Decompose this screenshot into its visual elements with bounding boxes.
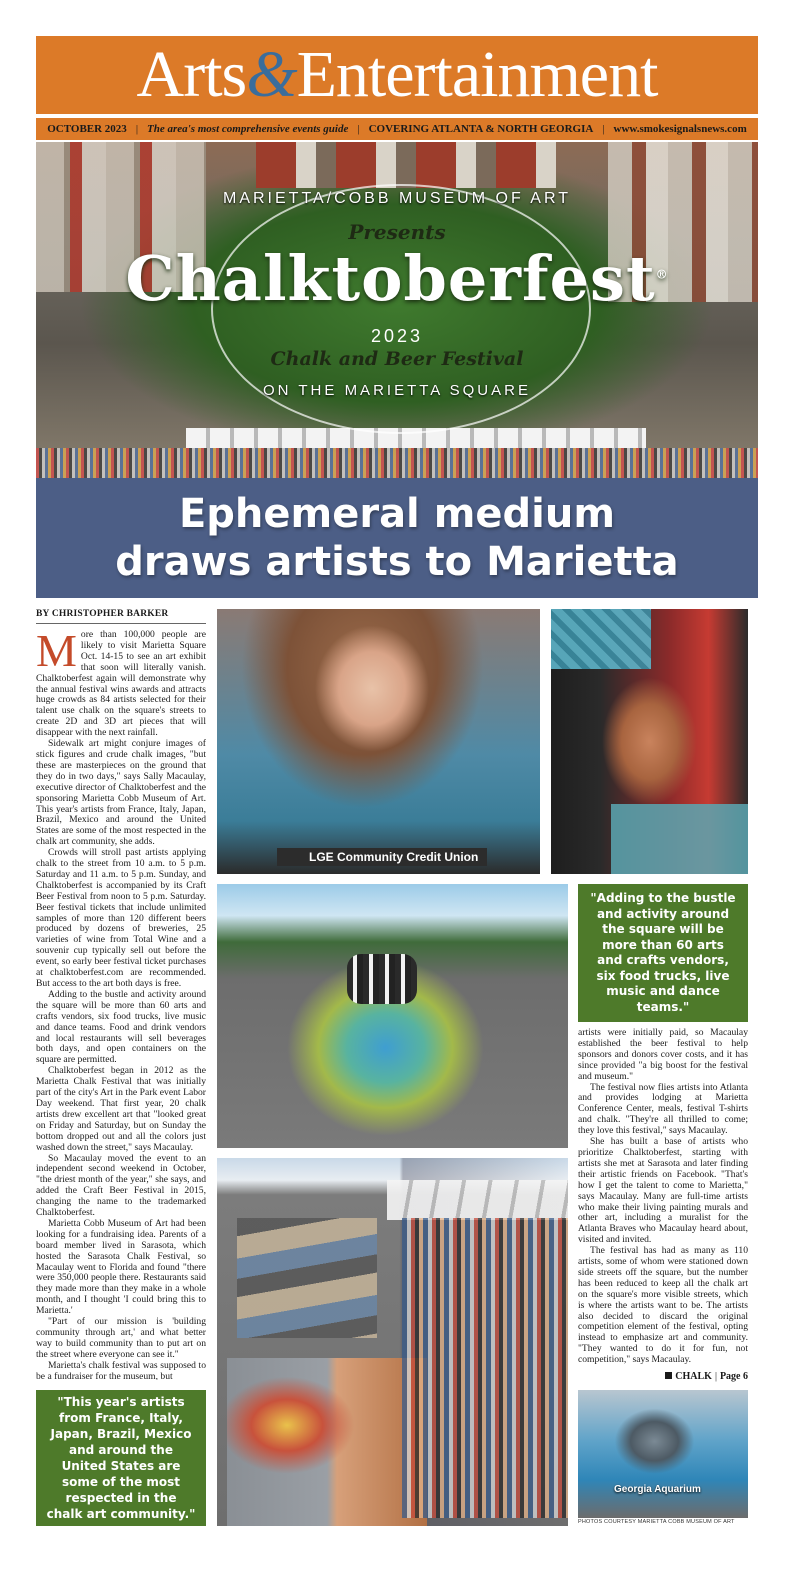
- buildings-top: [256, 142, 556, 188]
- website-link[interactable]: www.smokesignalsnews.com: [613, 123, 747, 135]
- photo-chalk-woman-portrait: [551, 609, 748, 874]
- article-paragraph: More than 100,000 people are likely to visit Marietta Square Oct. 14-15 to see an art exhibit that soon will literally vanish. Chalktoberfest again will demonstrate why the annual festival wins awards and attracts huge crowds as 84 artists selected for their talent use chalk on the square's streets to create 2D and 3D art pieces that will disappear with the next rainfall.: [36, 630, 206, 739]
- square-bullet-icon: [665, 1372, 672, 1379]
- chalk-artist-figure: [611, 804, 748, 874]
- coverage-area: COVERING ATLANTA & NORTH GEORGIA: [368, 123, 594, 135]
- separator: |: [602, 123, 605, 135]
- photo-sign: Georgia Aquarium: [614, 1484, 701, 1495]
- masthead-info-bar: [36, 116, 758, 140]
- title-ampersand: &: [246, 38, 297, 111]
- byline: BY CHRISTOPHER BARKER: [36, 609, 206, 624]
- jump-label: CHALK: [675, 1371, 712, 1382]
- article-paragraph: "Part of our mission is 'building community through art,' and what better way to build community than to put art on the street where everyone can see it.": [36, 1316, 206, 1360]
- article-paragraph: The festival now flies artists into Atlanta and provides lodging at Marietta Conference Center, meals, festival T-shirts and chalk. "They're all thrilled to come; they love this festival," says Macaulay.: [578, 1081, 748, 1137]
- crowd: [402, 1218, 568, 1518]
- article-column-right: [578, 1028, 748, 1368]
- children-on-turtle: [347, 954, 417, 1004]
- festival-name-text: Chalktoberfest: [125, 242, 656, 315]
- masthead-title: [36, 36, 758, 114]
- street-chalk-art: [237, 1218, 377, 1338]
- separator: |: [714, 1371, 717, 1382]
- issue-date: OCTOBER 2023: [47, 123, 127, 135]
- article-paragraph: Adding to the bustle and activity around the square will be more than 60 arts and crafts vendors, six food trucks, live music and dance teams. Food and drink vendors and local restaurants will sell beverages both days, and open containers on the square are permitted.: [36, 988, 206, 1066]
- pull-quote-left: [36, 1390, 206, 1526]
- pull-quote-text: "This year's artists from France, Italy, Japan, Brazil, Mexico and around the United States are some of the most respected in the chalk art community.": [46, 1395, 196, 1521]
- vendor-tents: [387, 1180, 568, 1220]
- pull-quote-right: [578, 884, 748, 1022]
- article-column-left: [36, 630, 206, 1380]
- photo-credit: PHOTOS COURTESY MARIETTA COBB MUSEUM OF ART: [578, 1519, 735, 1525]
- article-paragraph: So Macaulay moved the event to an independent second weekend in October, "the driest month of the year," she says, and added the Craft Beer Festival in 2015, changing the name to the trademarked Chalktoberfest.: [36, 1152, 206, 1219]
- separator: |: [357, 123, 360, 135]
- jump-page: Page 6: [719, 1371, 748, 1382]
- logo-subtitle: Chalk and Beer Festival: [270, 348, 524, 370]
- headline-banner: [36, 478, 758, 598]
- registered-mark: ®: [655, 267, 669, 282]
- article-paragraph: Marietta's chalk festival was supposed to be a fundraiser for the museum, but: [36, 1359, 206, 1380]
- article-paragraph: She has built a base of artists who prioritize Chalktoberfest, starting with artists she met at Sarasota and later finding their artistic friends on Facebook. "That's how I get the talent to come to Marietta," says Macaulay. Many are full-time artists who make their living painting murals and other art, including a muralist for the Atlanta Braves who Macaulay heard about, visited and invited.: [578, 1136, 748, 1246]
- continued-jump-line[interactable]: [578, 1371, 748, 1382]
- logo-presents: Presents: [348, 220, 446, 244]
- chalk-pattern: [551, 609, 651, 669]
- photo-crowd-street: [217, 1158, 568, 1526]
- photo-3d-sea-turtle: [217, 884, 568, 1148]
- separator: |: [135, 123, 139, 135]
- title-entertainment: Entertainment: [296, 38, 658, 111]
- headline-line-1: Ephemeral medium: [178, 491, 616, 537]
- article-paragraph: Crowds will stroll past artists applying chalk to the street from 10 a.m. to 5 p.m. Saturday and 11 a.m. to 5 p.m. Sunday, and Chalktoberfest is accompanied by its Craft Beer Festival from noon to 5 p.m. Saturday. Beer festival tickets that include unlimited samples of more than 120 different beers produced by dozens of breweries, 25 varieties of wine from Total Wine and a souvenir cup typically sell out before the event, so early beer festival ticket purchases at chalktoberfest.com are recommended. But access to the art both days is free.: [36, 847, 206, 989]
- photo-chalk-girl-portrait: [217, 609, 540, 874]
- photo-chalk-seal: [578, 1390, 748, 1518]
- title-arts: Arts: [136, 38, 247, 111]
- sponsor-label: LGE Community Credit Union: [309, 850, 479, 864]
- tagline: The area's most comprehensive events guide: [147, 123, 349, 135]
- pull-quote-text: "Adding to the bustle and activity around the square will be more than 60 arts and crafts vendors, six food trucks, live music and dance teams.": [590, 891, 736, 1014]
- hero-aerial-photo: [36, 142, 758, 478]
- article-paragraph: The festival has had as many as 110 artists, some of whom were stationed down side streets off the square, but the number has been reduced to keep all the chalk art on the square's more visible streets, which is where the artists want to be. The artists also decided to discard the original competition element of the festival, opting instead to emphasize art and community. "They wanted to do it for fun, not competition," says Macaulay.: [578, 1245, 748, 1366]
- article-paragraph: Marietta Cobb Museum of Art had been looking for a fundraising idea. Parents of a board member lived in Sarasota, which hosted the Sarasota Chalk Festival, so Macaulay went to Florida and found "there were 350,000 people there. Restaurants said they made more than they make in a whole month, and I thought 'I could bring this to Marietta.': [36, 1217, 206, 1317]
- logo-museum-name: MARIETTA/COBB MUSEUM OF ART: [223, 190, 571, 207]
- article-paragraph: Chalktoberfest began in 2012 as the Marietta Chalk Festival that was initially part of the city's Art in the Park event Labor Day weekend. That first year, 20 chalk artists drew excellent art that "looked great on Friday and Saturday, but on Sunday the bottom dropped out and all the colors just washed down the street," says Macaulay.: [36, 1065, 206, 1153]
- logo-year: 2023: [370, 326, 424, 346]
- masthead: [36, 36, 758, 114]
- article-paragraph: artists were initially paid, so Macaulay established the beer festival to help sponsors and donors cover costs, and it has since provided "a big boost for the festival and museum.": [578, 1028, 748, 1082]
- logo-location: ON THE MARIETTA SQUARE: [263, 382, 531, 399]
- logo-festival-name: [36, 242, 758, 315]
- headline-line-2: draws artists to Marietta: [115, 539, 679, 585]
- street-chalk-art-foreground: [227, 1358, 427, 1526]
- drop-cap: M: [36, 630, 77, 676]
- crowd: [36, 448, 758, 478]
- article-paragraph: Sidewalk art might conjure images of stick figures and crude chalk images, "but these are masterpieces on the ground that they do in two days," says Sally Macaulay, executive director of Chalktoberfest and the sponsoring Marietta Cobb Museum of Art. This year's artists from France, Italy, Japan, Brazil, Mexico and around the United States are some of the most respected in the chalk art community, she adds.: [36, 738, 206, 848]
